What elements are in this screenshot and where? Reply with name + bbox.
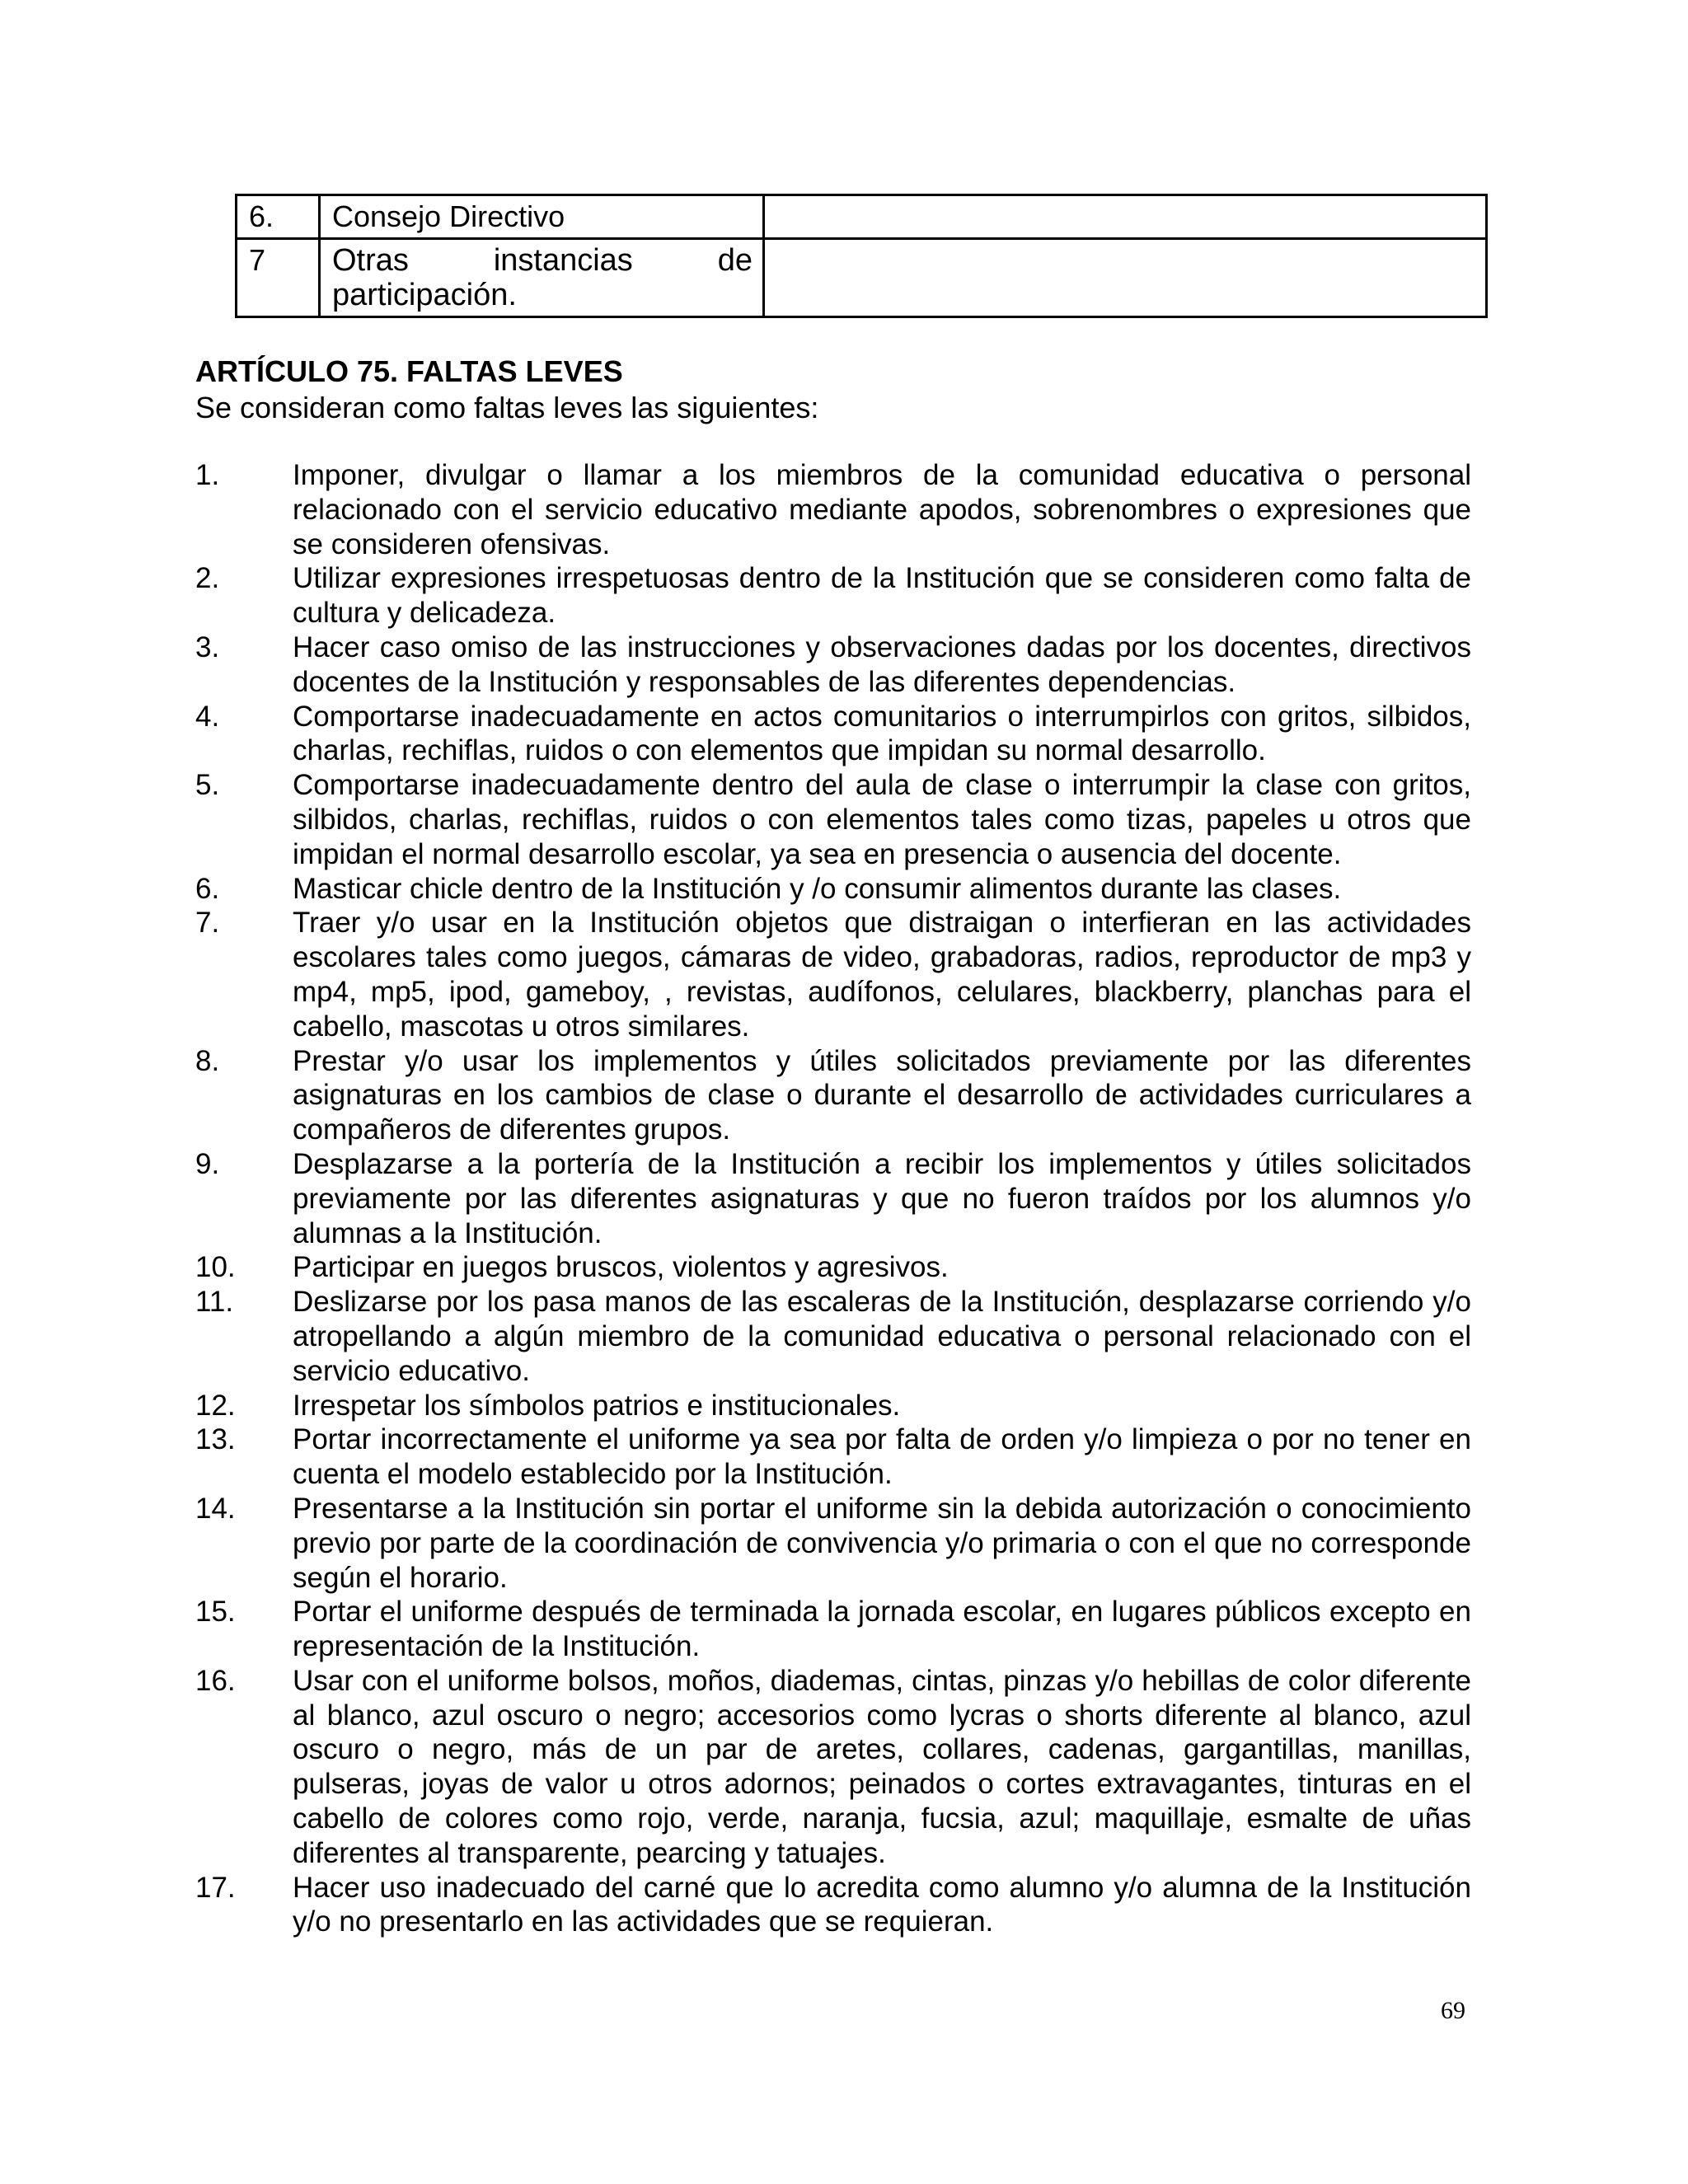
list-item-text: Traer y/o usar en la Institución objetos que distraigan o interfieran en las actividades escolares tales como juegos, cámaras de video, grabadoras, radios, reproductor de mp3 y mp4, mp5, ipod, gameboy, , revistas, audífonos, celulares, blackberry, planchas para el cabello, mascotas u otros similares. xyxy=(293,907,1471,1043)
table-cell-value xyxy=(764,239,1487,317)
list-item-number: 3. xyxy=(195,630,220,663)
list-item xyxy=(195,1422,1471,1492)
list-item xyxy=(195,700,1471,769)
list-item xyxy=(195,768,1471,871)
list-item-number: 16. xyxy=(195,1664,236,1697)
participation-table xyxy=(235,194,1488,318)
list-item-number: 6. xyxy=(195,872,220,905)
list-item-text: Desplazarse a la portería de la Institución a recibir los implementos y útiles solicitados previamente por las diferentes asignaturas y que no fueron traídos por los alumnos y/o alumnas a la Institución. xyxy=(293,1147,1471,1249)
list-item-text: Comportarse inadecuadamente en actos comunitarios o interrumpirlos con gritos, silbidos, charlas, rechiflas, ruidos o con elementos que impidan su normal desarrollo. xyxy=(293,700,1471,767)
list-item-number: 14. xyxy=(195,1492,236,1525)
list-item-number: 15. xyxy=(195,1596,236,1629)
list-item-number: 5. xyxy=(195,769,220,802)
list-item-text: Hacer uso inadecuado del carné que lo acredita como alumno y/o alumna de la Institución y/o no presentarlo en las actividades que se requieran. xyxy=(293,1871,1471,1938)
list-item xyxy=(195,1492,1471,1595)
list-item xyxy=(195,1664,1471,1871)
list-item xyxy=(195,872,1471,907)
list-item xyxy=(195,561,1471,630)
list-item-number: 7. xyxy=(195,907,220,940)
table-cell-number: 6. xyxy=(237,195,320,239)
article-intro: Se consideran como faltas leves las siguientes: xyxy=(195,391,819,424)
list-item xyxy=(195,1389,1471,1423)
list-item xyxy=(195,458,1471,561)
list-item-number: 13. xyxy=(195,1423,236,1456)
list-item-text: Usar con el uniforme bolsos, moños, diademas, cintas, pinzas y/o hebillas de color diferente al blanco, azul oscuro o negro; accesorios como lycras o shorts diferente al blanco, azul oscuro o negro, más de un par de aretes, collares, cadenas, gargantillas, manillas, pulseras, joyas de valor u otros adornos; peinados o cortes extravagantes, tinturas en el cabello de colores como rojo, verde, naranja, fucsia, azul; maquillaje, esmalte de uñas diferentes al transparente, pearcing y tatuajes. xyxy=(293,1664,1471,1869)
list-item-text: Irrespetar los símbolos patrios e institucionales. xyxy=(293,1389,901,1422)
article-title: ARTÍCULO 75. FALTAS LEVES xyxy=(195,354,623,388)
list-item-number: 12. xyxy=(195,1389,236,1422)
table-cell-name: Consejo Directivo xyxy=(320,195,764,239)
list-item-text: Presentarse a la Institución sin portar el uniforme sin la debida autorización o conocimiento previo por parte de la coordinación de convivencia y/o primaria o con el que no corresponde según el horario. xyxy=(293,1492,1471,1594)
list-item-number: 8. xyxy=(195,1044,220,1077)
list-item-number: 17. xyxy=(195,1871,236,1904)
list-item-text: Portar el uniforme después de terminada la jornada escolar, en lugares públicos excepto en representación de la Institución. xyxy=(293,1596,1471,1663)
list-item xyxy=(195,906,1471,1043)
list-item-number: 9. xyxy=(195,1147,220,1180)
list-item-number: 2. xyxy=(195,562,220,595)
list-item-text: Portar incorrectamente el uniforme ya sea por falta de orden y/o limpieza o por no tener en cuenta el modelo establecido por la Institución. xyxy=(293,1423,1471,1491)
list-item xyxy=(195,630,1471,700)
page-number: 69 xyxy=(1441,1997,1465,2024)
list-item-text: Prestar y/o usar los implementos y útiles solicitados previamente por las diferentes asignaturas en los cambios de clase o durante el desarrollo de actividades curriculares a compañeros de diferentes grupos. xyxy=(293,1044,1471,1146)
table-cell-number: 7 xyxy=(237,239,320,317)
list-item xyxy=(195,1285,1471,1388)
list-item-text: Comportarse inadecuadamente dentro del aula de clase o interrumpir la clase con gritos, silbidos, charlas, rechiflas, ruidos o con elementos tales como tizas, papeles u otros que impidan el normal desarrollo escolar, ya sea en presencia o ausencia del docente. xyxy=(293,769,1471,870)
list-item xyxy=(195,1044,1471,1147)
list-item-text: Deslizarse por los pasa manos de las escaleras de la Institución, desplazarse corriendo y/o atropellando a algún miembro de la comunidad educativa o personal relacionado con el servicio educativo. xyxy=(293,1286,1471,1387)
list-item-number: 4. xyxy=(195,700,220,733)
list-item-number: 1. xyxy=(195,459,220,491)
table-cell-name: Otras instancias de participación. xyxy=(320,239,764,317)
list-item-number: 10. xyxy=(195,1251,236,1284)
list-item xyxy=(195,1147,1471,1250)
faltas-list xyxy=(195,458,1471,1939)
list-item-number: 11. xyxy=(195,1286,234,1319)
table-row xyxy=(237,239,1487,317)
list-item-text: Imponer, divulgar o llamar a los miembros de la comunidad educativa o personal relacionado con el servicio educativo mediante apodos, sobrenombres o expresiones que se consideren ofensivas. xyxy=(293,459,1471,560)
list-item-text: Participar en juegos bruscos, violentos y agresivos. xyxy=(293,1251,949,1284)
list-item xyxy=(195,1595,1471,1664)
list-item-text: Hacer caso omiso de las instrucciones y observaciones dadas por los docentes, directivos docentes de la Institución y responsables de las diferentes dependencias. xyxy=(293,630,1471,698)
list-item-text: Masticar chicle dentro de la Institución y /o consumir alimentos durante las clases. xyxy=(293,872,1342,905)
table-cell-value xyxy=(764,195,1487,239)
table-row xyxy=(237,195,1487,239)
list-item-text: Utilizar expresiones irrespetuosas dentro de la Institución que se consideren como falta de cultura y delicadeza. xyxy=(293,562,1471,630)
list-item xyxy=(195,1871,1471,1940)
list-item xyxy=(195,1250,1471,1285)
